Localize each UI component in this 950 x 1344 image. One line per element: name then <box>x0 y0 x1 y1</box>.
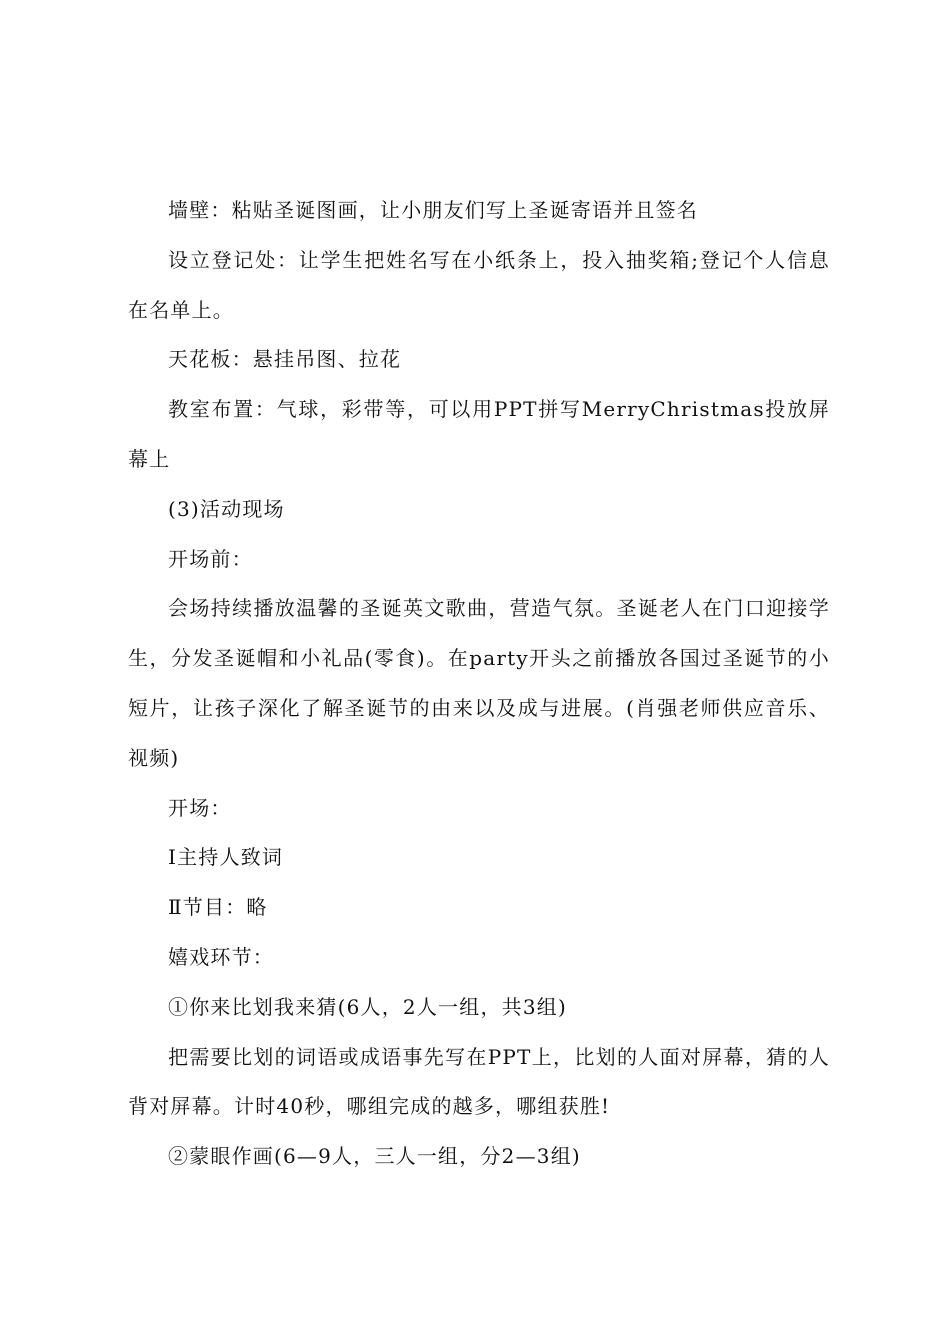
section-heading-venue: (3)活动现场 <box>168 496 285 521</box>
list-item-host-speech: Ⅰ主持人致词 <box>168 845 284 870</box>
paragraph-charades-rules: 把需要比划的词语或成语事先写在PPT上，比划的人面对屏幕，猜的人背对屏幕。计时40秒，哪组完成的越多，哪组获胜! <box>128 1044 830 1119</box>
paragraph-before-opening: 开场前： <box>168 546 253 571</box>
paragraph-wall: 墙壁：粘贴圣诞图画，让小朋友们写上圣诞寄语并且签名 <box>168 198 698 222</box>
list-item-game-charades: ①你来比划我来猜(6人，2人一组，共3组) <box>168 994 567 1019</box>
list-item-game-blindfold: ②蒙眼作画(6—9人，三人一组，分2—3组) <box>168 1144 581 1169</box>
paragraph-classroom: 教室布置：气球，彩带等，可以用PPT拼写MerryChristmas投放屏幕上 <box>128 397 830 471</box>
list-item-program: Ⅱ节目：略 <box>168 895 268 920</box>
paragraph-venue-description: 会场持续播放温馨的圣诞英文歌曲，营造气氛。圣诞老人在门口迎接学生，分发圣诞帽和小礼品(零食)。在party开头之前播放各国过圣诞节的小短片，让孩子深化了解圣诞节的由来以及成与进展。(肖强老师供应音乐、视频) <box>128 596 830 770</box>
paragraph-ceiling: 天花板：悬挂吊图、拉花 <box>168 347 402 372</box>
paragraph-opening: 开场： <box>168 795 232 820</box>
document-body <box>128 186 830 1182</box>
paragraph-registration: 设立登记处：让学生把姓名写在小纸条上，投入抽奖箱;登记个人信息在名单上。 <box>128 247 830 322</box>
paragraph-games: 嬉戏环节： <box>168 944 274 969</box>
